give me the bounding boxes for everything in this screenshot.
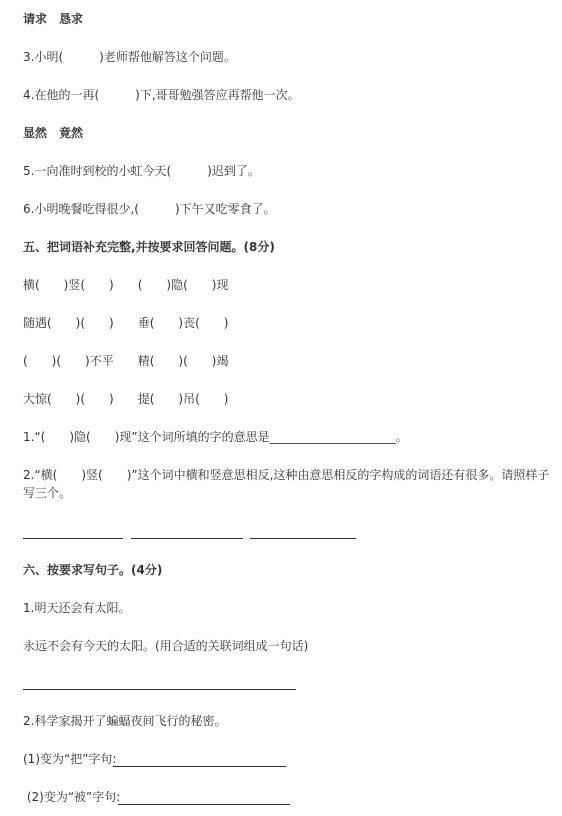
question-6: 6.小明晚餐吃得很少,( )下午又吃零食了。 xyxy=(23,202,276,216)
idiom-row-1: 横( )竖( ) ( )隐( )现 xyxy=(23,278,229,292)
ba-sentence-answer-line[interactable] xyxy=(113,766,286,767)
section-five-question-2: 2.“横( )竖( )”这个词中横和竖意思相反,这种由意思相反的字构成的词语还有很多。请照样子写三个。 xyxy=(23,468,550,500)
answer-blank-2[interactable] xyxy=(131,538,243,539)
answer-blank-1[interactable] xyxy=(23,538,123,539)
word-pair-heading-xianran-jingran: 显然 竟然 xyxy=(23,126,84,140)
bei-sentence-prompt: (2)变为“被”字句: xyxy=(23,790,121,804)
sentence-answer-line[interactable] xyxy=(23,689,296,690)
question-3: 3.小明( )老师帮他解答这个问题。 xyxy=(23,50,236,64)
bei-sentence-answer-line[interactable] xyxy=(118,804,290,805)
section-six-question-2: 2.科学家揭开了蝙蝠夜间飞行的秘密。 xyxy=(23,714,227,728)
question-5: 5.一向准时到校的小虹今天( )迟到了。 xyxy=(23,164,260,178)
idiom-row-3: ( )( )不平 精( )( )竭 xyxy=(23,354,229,368)
ba-sentence-prompt: (1)变为“把”字句: xyxy=(23,752,117,766)
section-five-heading: 五、把词语补充完整,并按要求回答问题。(8分) xyxy=(23,240,275,254)
section-six-question-1: 1.明天还会有太阳。 xyxy=(23,601,131,615)
word-pair-heading-qingqiu-kenqiu: 请求 恳求 xyxy=(23,12,84,26)
section-five-question-1: 1.“( )隐( )现”这个词所填的字的意思是_____________________。 xyxy=(23,430,408,444)
section-six-heading: 六、按要求写句子。(4分) xyxy=(23,563,163,577)
idiom-row-4: 大惊( )( ) 提( )吊( ) xyxy=(23,392,229,406)
section-six-question-1-task: 永远不会有今天的太阳。(用合适的关联词组成一句话) xyxy=(23,639,309,653)
answer-blank-3[interactable] xyxy=(250,538,356,539)
idiom-row-2: 随遇( )( ) 垂( )丧( ) xyxy=(23,316,229,330)
question-4: 4.在他的一再( )下,哥哥勉强答应再帮他一次。 xyxy=(23,88,300,102)
